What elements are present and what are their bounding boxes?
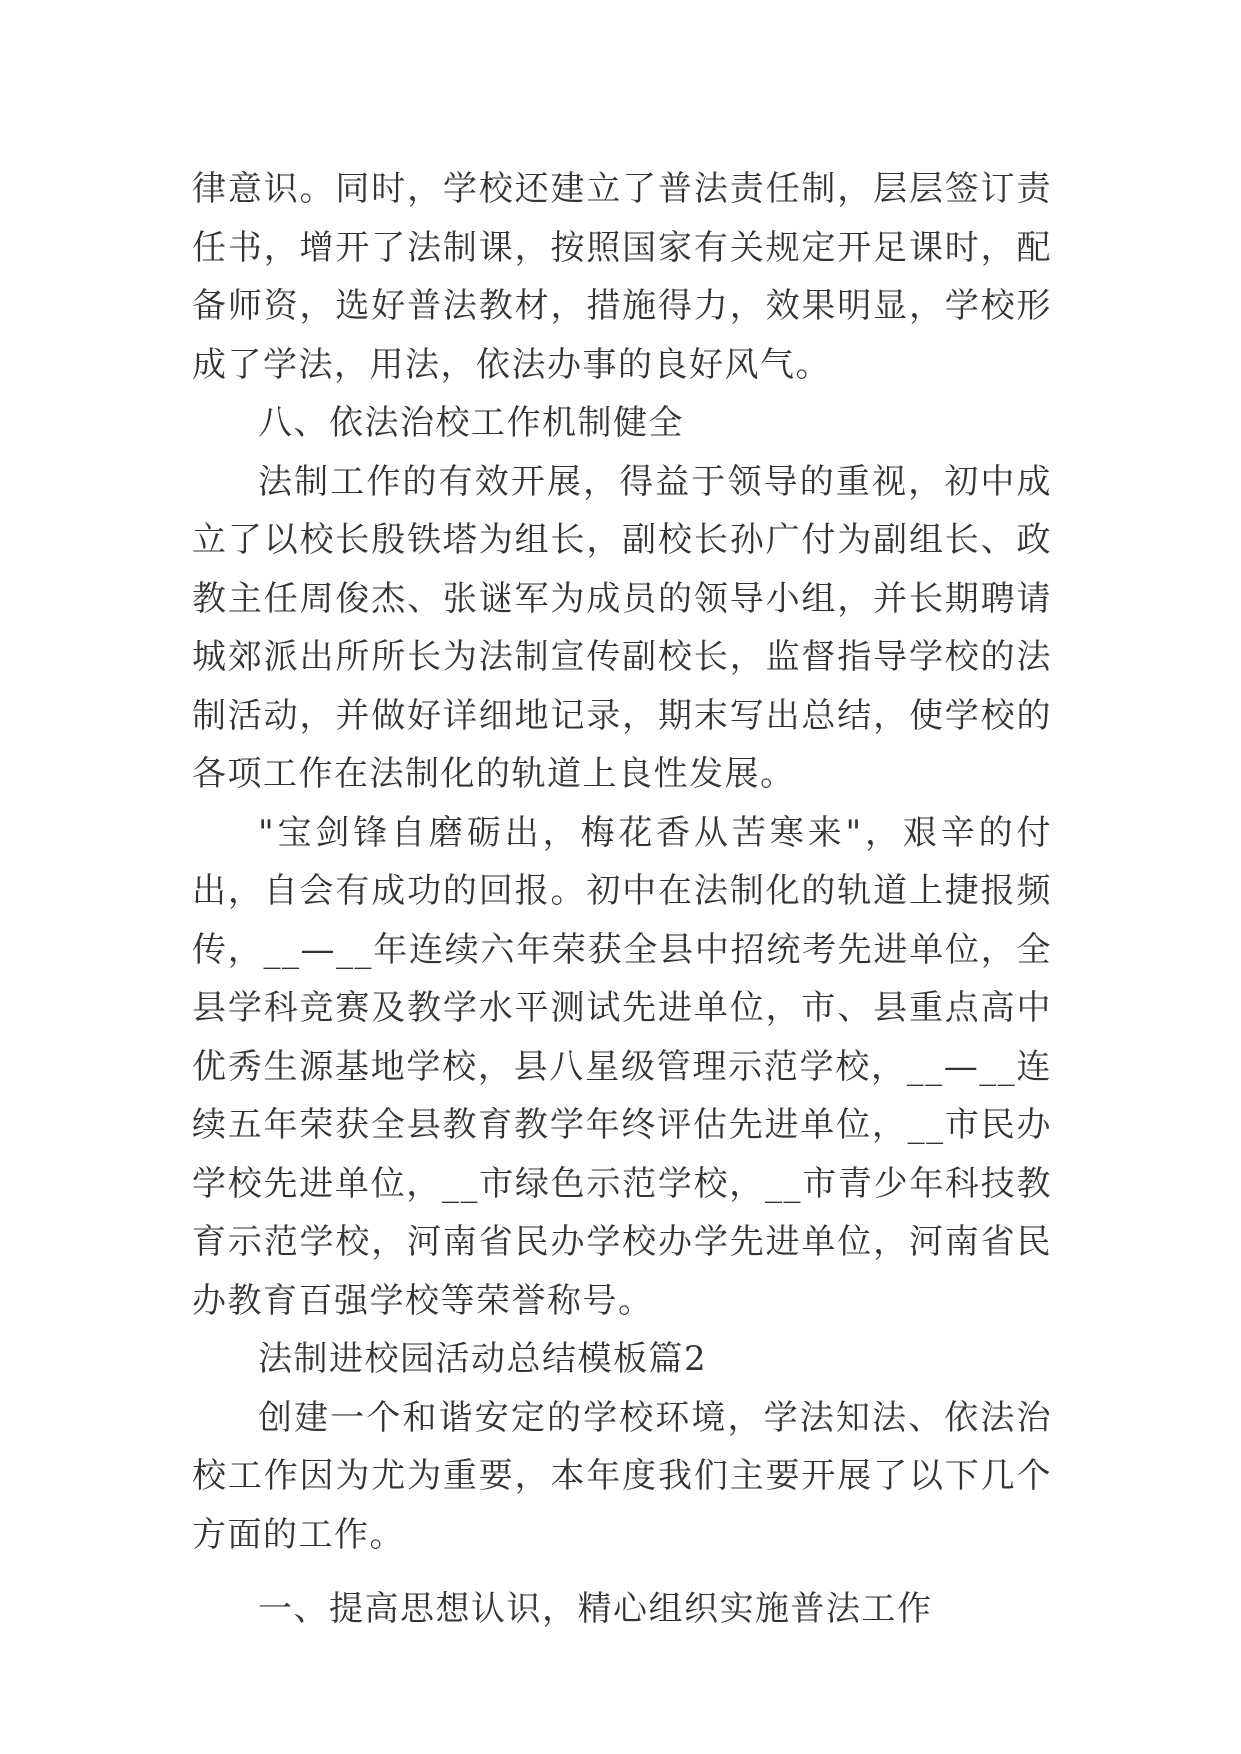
section-heading-1: 一、提高思想认识，精心组织实施普法工作 — [258, 1589, 933, 1629]
document-body — [192, 160, 1052, 1639]
paragraph-intro: 创建一个和谐安定的学校环境，学法知法、依法治校工作因为尤为重要，本年度我们主要开展了以下几个方面的工作。 — [192, 1397, 1052, 1555]
article-title-part-2: 法制进校园活动总结模板篇2 — [258, 1339, 708, 1379]
paragraph-honors: "宝剑锋自磨砺出，梅花香从苦寒来"，艰辛的付出，自会有成功的回报。初中在法制化的轨道上捷报频传，__—__年连续六年荣获全县中招统考先进单位，全县学科竞赛及教学水平测试先进单位，市、县重点高中优秀生源基地学校，县八星级管理示范学校，__—__连续五年荣获全县教育教学年终评估先进单位，__市民办学校先进单位，__市绿色示范学校，__市青少年科技教育示范学校，河南省民办学校办学先进单位，河南省民办教育百强学校等荣誉称号。 — [192, 812, 1052, 1321]
paragraph-leadership: 法制工作的有效开展，得益于领导的重视，初中成立了以校长殷铁塔为组长，副校长孙广付为副组长、政教主任周俊杰、张谜军为成员的领导小组，并长期聘请城郊派出所所长为法制宣传副校长，监督指导学校的法制活动，并做好详细地记录，期末写出总结，使学校的各项工作在法制化的轨道上良性发展。 — [192, 461, 1052, 794]
section-heading-8: 八、依法治校工作机制健全 — [258, 403, 684, 443]
paragraph-continuation: 律意识。同时，学校还建立了普法责任制，层层签订责任书，增开了法制课，按照国家有关规定开足课时，配备师资，选好普法教材，措施得力，效果明显，学校形成了学法，用法，依法办事的良好风气。 — [192, 169, 1052, 385]
